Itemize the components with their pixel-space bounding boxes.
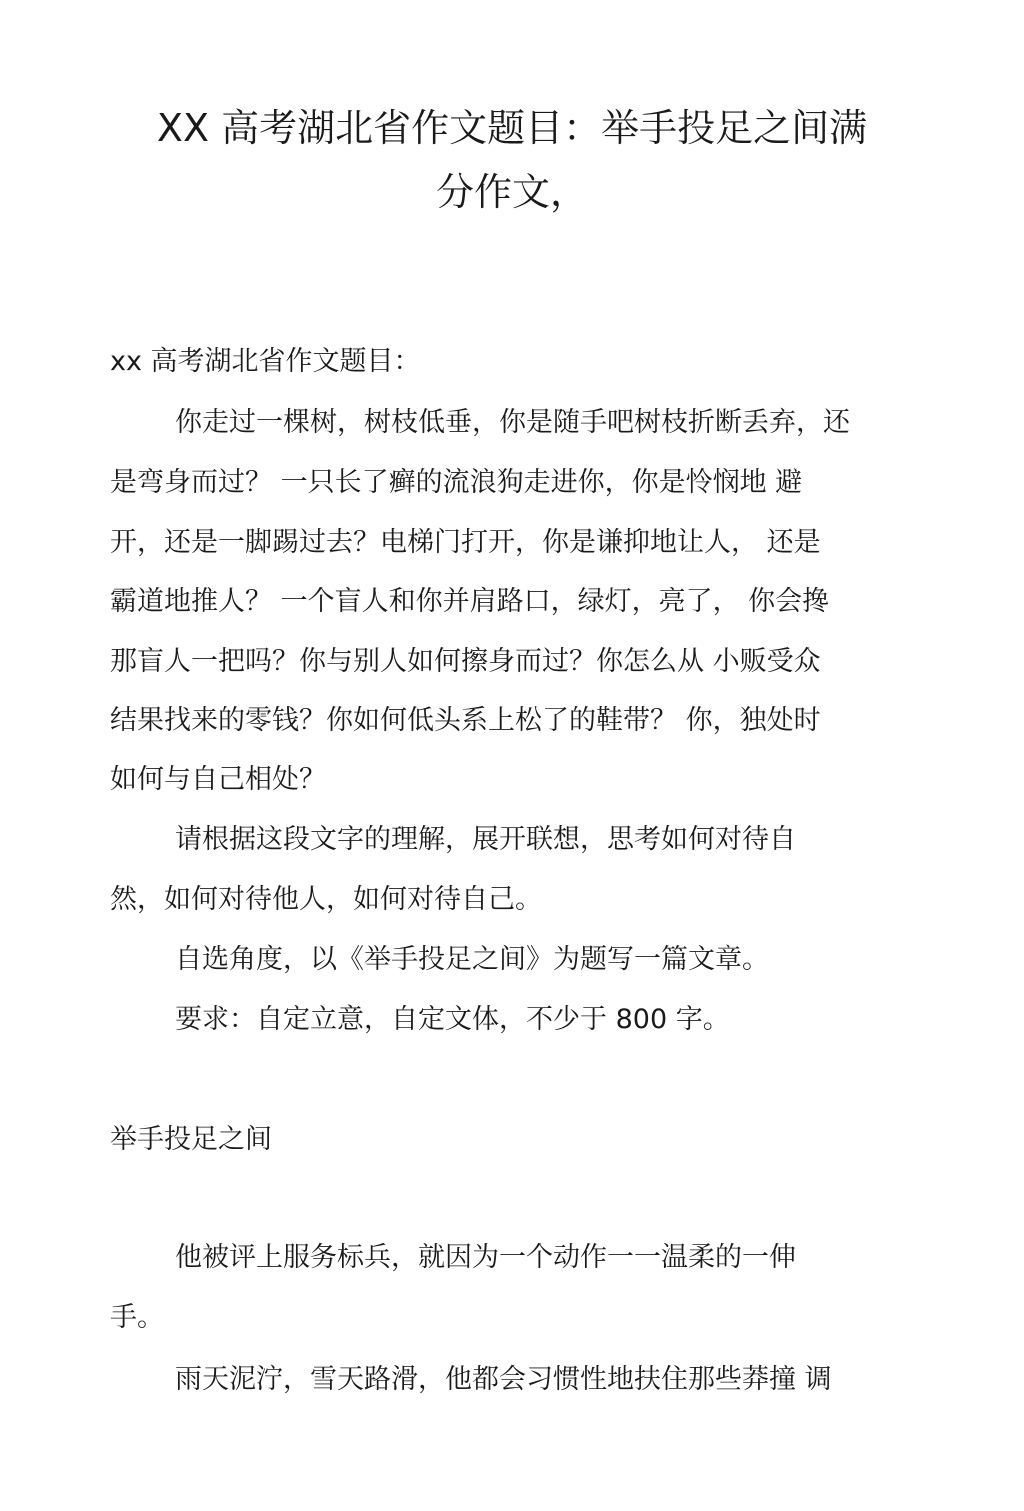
prompt-line: 开，还是一脚踢过去？电梯门打开，你是谦抑地让人， 还是 xyxy=(110,527,821,558)
essay-line: 雨天泥泞，雪天路滑，他都会习惯性地扶住那些莽撞 调 xyxy=(175,1364,832,1395)
instruction-line: 然，如何对待他人，如何对待自己。 xyxy=(110,884,542,915)
prompt-line: 结果找来的零钱？你如何低头系上松了的鞋带？ 你，独处时 xyxy=(110,705,821,736)
essay-title: 举手投足之间 xyxy=(110,1124,272,1155)
prompt-line: 如何与自己相处？ xyxy=(110,764,326,795)
document-title-line-2: 分作文， xyxy=(435,170,588,214)
instruction-line: 请根据这段文字的理解，展开联想，思考如何对待自 xyxy=(175,824,796,855)
prompt-line: 霸道地推人？ 一个盲人和你并肩路口，绿灯，亮了， 你会搀 xyxy=(110,586,830,617)
essay-line: 手。 xyxy=(110,1302,164,1333)
prompt-line: 你走过一棵树，树枝低垂，你是随手吧树枝折断丢弃，还 xyxy=(175,407,850,438)
prompt-line: 那盲人一把吗？你与别人如何擦身而过？你怎么从 小贩受众 xyxy=(110,646,821,677)
requirement-line: 要求：自定立意，自定文体，不少于 800 字。 xyxy=(175,1004,730,1035)
essay-line: 他被评上服务标兵，就因为一个动作一一温柔的一伸 xyxy=(175,1242,796,1273)
angle-line: 自选角度，以《举手投足之间》为题写一篇文章。 xyxy=(175,944,769,975)
prompt-heading: xx 高考湖北省作文题目： xyxy=(110,346,421,377)
prompt-line: 是弯身而过？ 一只长了癣的流浪狗走进你，你是怜悯地 避 xyxy=(110,467,803,498)
document-title-line-1: XX 高考湖北省作文题目：举手投足之间满 xyxy=(156,106,868,150)
